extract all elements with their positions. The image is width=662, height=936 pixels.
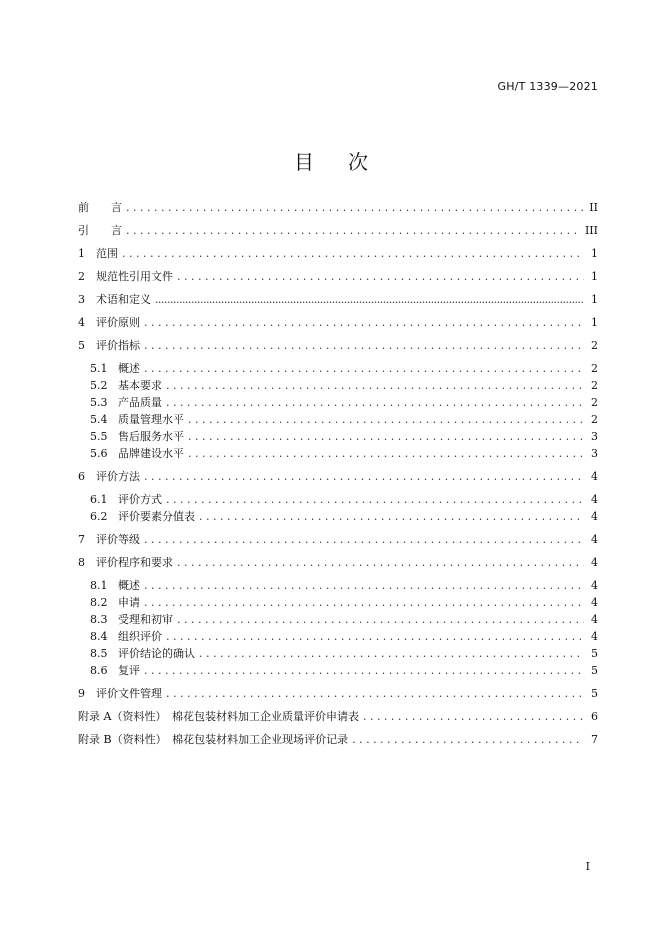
toc-page-number: 4: [591, 510, 598, 523]
leader-dots: [144, 361, 584, 377]
section-title: 评价文件管理: [96, 687, 162, 700]
toc-entry-section-8-4[interactable]: [78, 629, 598, 645]
leader-dots: [166, 492, 584, 508]
toc-entry-section-8-2[interactable]: [78, 595, 598, 611]
section-number: 5.1: [90, 362, 108, 375]
appendix-title: 附录 A（资料性） 棉花包装材料加工企业质量评价申请表: [78, 710, 359, 723]
toc-page-number: 1: [591, 293, 598, 306]
leader-dots: [177, 269, 584, 285]
toc-page-number: 4: [591, 579, 598, 592]
section-number: 5.5: [90, 430, 108, 443]
section-number: 5.2: [90, 379, 108, 392]
section-number: 8.4: [90, 630, 108, 643]
leader-dots: [199, 646, 584, 662]
toc-entry-section-1[interactable]: [78, 246, 598, 262]
toc-entry-foreword[interactable]: [78, 200, 598, 216]
table-of-contents: [78, 200, 598, 748]
leader-dots: [166, 686, 584, 702]
toc-page-number: 4: [591, 493, 598, 506]
leader-dots: [166, 629, 584, 645]
leader-dots: [122, 246, 584, 262]
toc-page-number: 1: [591, 247, 598, 260]
toc-entry-section-5-6[interactable]: [78, 446, 598, 462]
leader-dots: [144, 663, 584, 679]
toc-page-number: 4: [591, 630, 598, 643]
title-char-1: 目: [294, 150, 314, 174]
section-title: 产品质量: [118, 396, 162, 409]
page-title: [0, 146, 662, 175]
toc-entry-section-8-3[interactable]: [78, 612, 598, 628]
section-title: 售后服务水平: [118, 430, 184, 443]
section-number: 8.1: [90, 579, 108, 592]
toc-entry-section-6[interactable]: [78, 469, 598, 485]
leader-dots: [155, 292, 584, 308]
document-code: GH/T 1339—2021: [497, 80, 598, 93]
leader-dots: [177, 555, 584, 571]
toc-entry-section-8-5[interactable]: [78, 646, 598, 662]
toc-label-char: 言: [111, 224, 122, 237]
leader-dots: [352, 732, 584, 748]
toc-entry-section-6-2[interactable]: [78, 509, 598, 525]
leader-dots: [177, 612, 584, 628]
section-number: 3: [78, 293, 85, 306]
section-title: 术语和定义: [96, 293, 151, 306]
leader-dots: [166, 395, 584, 411]
toc-page-number: 1: [591, 270, 598, 283]
section-title: 评价程序和要求: [96, 556, 173, 569]
toc-entry-section-8-1[interactable]: [78, 578, 598, 594]
leader-dots: [199, 509, 584, 525]
section-number: 5.4: [90, 413, 108, 426]
toc-page-number: 4: [591, 556, 598, 569]
section-number: 6: [78, 470, 85, 483]
section-title: 评价要素分值表: [118, 510, 195, 523]
appendix-title: 附录 B（资料性） 棉花包装材料加工企业现场评价记录: [78, 733, 349, 746]
section-number: 7: [78, 533, 85, 546]
toc-page-number: 2: [591, 339, 598, 352]
leader-dots: [188, 412, 584, 428]
toc-entry-section-5[interactable]: [78, 338, 598, 354]
toc-page-number: 2: [591, 413, 598, 426]
toc-page-number: 5: [591, 687, 598, 700]
toc-page-number: 4: [591, 533, 598, 546]
leader-dots: [126, 200, 584, 216]
toc-page-number: 1: [591, 316, 598, 329]
section-title: 基本要求: [118, 379, 162, 392]
toc-label-char: 言: [111, 201, 122, 214]
leader-dots: [144, 315, 584, 331]
toc-entry-section-5-4[interactable]: [78, 412, 598, 428]
section-number: 8.5: [90, 647, 108, 660]
section-number: 5.3: [90, 396, 108, 409]
leader-dots: [188, 446, 584, 462]
leader-dots: [144, 469, 584, 485]
toc-label-char: 引: [78, 224, 89, 237]
section-title: 概述: [118, 362, 140, 375]
title-char-2: 次: [348, 150, 368, 174]
leader-dots: [126, 223, 581, 239]
section-title: 申请: [118, 596, 140, 609]
toc-page-number: 3: [591, 447, 598, 460]
section-number: 8.2: [90, 596, 108, 609]
section-title: 评价方式: [118, 493, 162, 506]
section-title: 范围: [96, 247, 118, 260]
section-number: 1: [78, 247, 85, 260]
toc-page-number: 2: [591, 396, 598, 409]
toc-entry-section-5-5[interactable]: [78, 429, 598, 445]
toc-entry-section-8-6[interactable]: [78, 663, 598, 679]
section-title: 质量管理水平: [118, 413, 184, 426]
leader-dots: [166, 378, 584, 394]
section-number: 6.1: [90, 493, 108, 506]
toc-page-number: 5: [591, 647, 598, 660]
toc-entry-appendix-a[interactable]: [78, 709, 598, 725]
toc-page-number: 3: [591, 430, 598, 443]
toc-entry-section-6-1[interactable]: [78, 492, 598, 508]
section-number: 5: [78, 339, 85, 352]
section-title: 评价等级: [96, 533, 140, 546]
section-number: 8: [78, 556, 85, 569]
section-title: 概述: [118, 579, 140, 592]
section-number: 5.6: [90, 447, 108, 460]
section-number: 9: [78, 687, 85, 700]
toc-entry-section-7[interactable]: [78, 532, 598, 548]
leader-dots: [144, 532, 584, 548]
leader-dots: [363, 709, 584, 725]
toc-page-number: 7: [591, 733, 598, 746]
toc-entry-section-5-1[interactable]: [78, 361, 598, 377]
toc-entry-section-8[interactable]: [78, 555, 598, 571]
section-title: 评价原则: [96, 316, 140, 329]
leader-dots: [144, 595, 584, 611]
toc-entry-section-4[interactable]: [78, 315, 598, 331]
toc-entry-introduction[interactable]: [78, 223, 598, 239]
toc-entry-section-5-3[interactable]: [78, 395, 598, 411]
section-title: 规范性引用文件: [96, 270, 173, 283]
toc-entry-section-5-2[interactable]: [78, 378, 598, 394]
leader-dots: [144, 338, 584, 354]
section-title: 评价方法: [96, 470, 140, 483]
section-number: 8.6: [90, 664, 108, 677]
toc-label-char: 前: [78, 201, 89, 214]
section-title: 受理和初审: [118, 613, 173, 626]
page-number: I: [585, 860, 590, 873]
toc-page-number: III: [584, 224, 598, 237]
section-title: 评价指标: [96, 339, 140, 352]
toc-page-number: 5: [591, 664, 598, 677]
toc-page-number: 6: [591, 710, 598, 723]
section-title: 评价结论的确认: [118, 647, 195, 660]
section-number: 8.3: [90, 613, 108, 626]
toc-page-number: 2: [591, 379, 598, 392]
section-title: 品牌建设水平: [118, 447, 184, 460]
leader-dots: [144, 578, 584, 594]
section-title: 组织评价: [118, 630, 162, 643]
toc-entry-section-2[interactable]: [78, 269, 598, 285]
toc-page-number: 4: [591, 613, 598, 626]
toc-entry-section-3[interactable]: [78, 292, 598, 308]
section-number: 6.2: [90, 510, 108, 523]
section-number: 2: [78, 270, 85, 283]
section-number: 4: [78, 316, 85, 329]
section-title: 复评: [118, 664, 140, 677]
toc-page-number: II: [589, 201, 598, 214]
toc-page-number: 4: [591, 470, 598, 483]
toc-page-number: 4: [591, 596, 598, 609]
toc-entry-section-9[interactable]: [78, 686, 598, 702]
toc-entry-appendix-b[interactable]: [78, 732, 598, 748]
toc-page-number: 2: [591, 362, 598, 375]
leader-dots: [188, 429, 584, 445]
